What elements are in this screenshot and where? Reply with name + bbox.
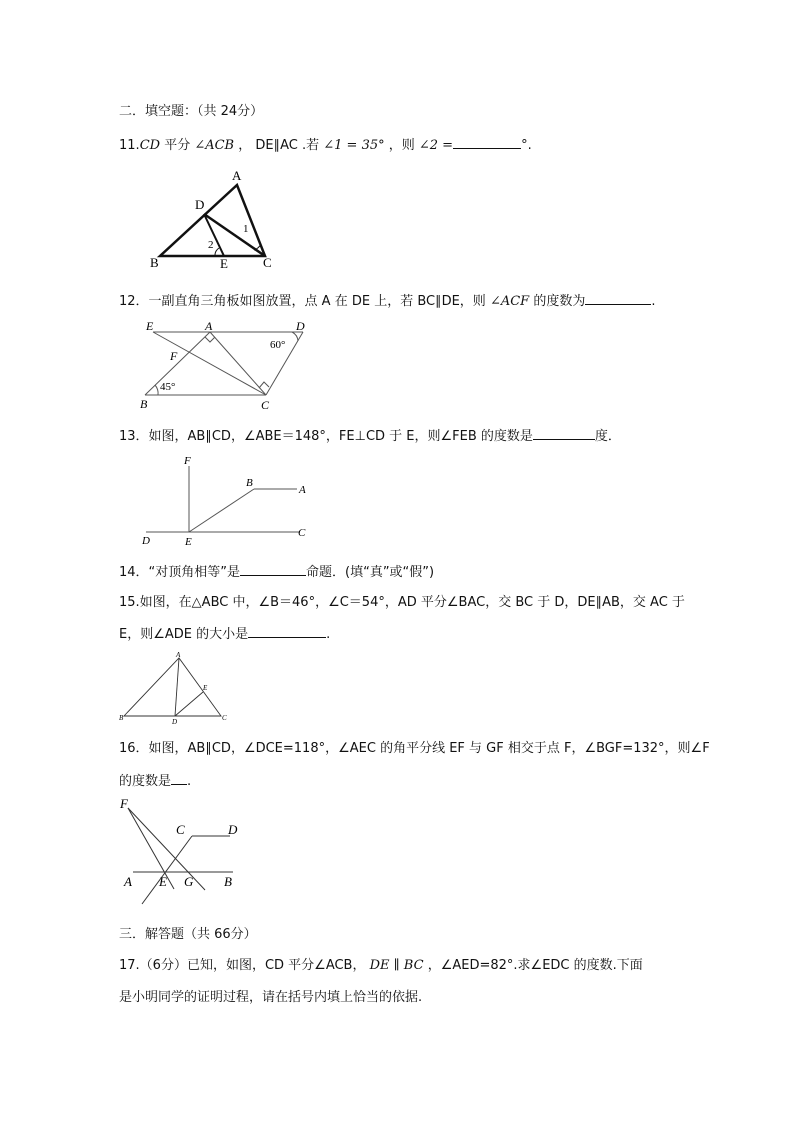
q13-label-f: F [184,455,191,467]
q11-answer-blank[interactable] [453,136,521,149]
q16-label-f: F [120,796,128,811]
q13-line-eb [189,489,254,532]
q11-figure [140,166,290,276]
question-12 [119,292,655,310]
q12-expr-acf: ∠ACF [489,294,530,309]
q12-label-d: D [296,319,305,333]
q13-label-c: C [298,527,306,539]
q15-label-e: E [203,684,208,692]
question-14 [119,563,434,581]
q11-label-d: D [195,197,205,212]
q11-text-3: ，则 [384,138,419,153]
q16-answer-blank[interactable] [171,772,187,785]
q16-label-b: B [224,874,232,889]
q16-label-a: A [124,874,132,889]
q16-text-2: 的度数是 [119,774,172,789]
q11-expr-angle2: ∠2 = [418,138,454,153]
q12-line-ac [210,332,266,395]
q11-text-2: ， DE∥AC .若 [234,138,324,153]
q15-label-b: B [119,714,124,722]
q13-answer-blank[interactable] [533,427,595,440]
q11-text-1: 平分 [160,138,195,153]
section-3-title: 三．解答题（共 66分） [119,927,257,942]
q15-label-a: A [176,651,181,659]
question-15-line-2 [119,625,330,643]
q11-label-e: E [220,256,228,271]
q12-answer-blank[interactable] [585,292,651,305]
q16-figure [118,796,258,912]
q11-label-a: A [232,168,242,183]
question-13 [119,427,621,445]
q12-end: . [651,294,656,309]
question-16-line-1: 16．如图，AB∥CD，∠DCE=118°，∠AEC 的角平分线 EF 与 GF 相交于点 F，∠BGF=132°，则∠F [119,741,710,756]
q11-expr-angle1: ∠1 = 35° [323,138,385,153]
q15-label-d: D [172,718,178,726]
q15-answer-blank[interactable] [248,625,326,638]
q11-expr-acb: ∠ACB [194,138,235,153]
q16-label-e: E [159,874,167,889]
q12-label-60: 60° [270,339,286,351]
q12-label-a: A [205,319,213,333]
q11-label-2: 2 [208,239,214,251]
q16-label-c: C [176,822,185,837]
q11-label-1: 1 [243,223,249,235]
q13-label-b: B [246,477,253,489]
q17-text-1: 17.（6分）已知，如图，CD 平分∠ACB， [119,958,370,973]
q13-end: 度． [594,429,621,444]
q14-text: 14．“对顶角相等”是 [119,565,241,580]
q16-line-ef [128,808,174,889]
q13-text: 13．如图，AB∥CD，∠ABE＝148°，FE⊥CD 于 E，则∠FEB 的度数是 [119,429,533,444]
q15-line-ad [175,658,179,716]
q11-number: 11. [119,138,140,153]
q16-label-d: D [228,822,238,837]
question-17-line-2: 是小明同学的证明过程，请在括号内填上恰当的依据. [119,990,423,1005]
q16-label-g: G [184,874,194,889]
q12-text-2: 的度数为 [529,294,586,309]
q12-label-b: B [140,397,148,411]
q11-expr-cd: CD [139,138,161,153]
q16-end: . [187,774,192,789]
question-11 [119,136,532,154]
q17-expr-de-bc: DE ∥ BC [369,958,424,973]
q12-line-ba [145,332,210,395]
question-17-line-1 [119,958,643,974]
q14-answer-blank[interactable] [240,563,306,576]
q12-label-f: F [170,349,178,363]
q12-label-45: 45° [160,381,176,393]
q17-text-2: ，∠AED=82°.求∠EDC 的度数.下面 [423,958,643,973]
q12-label-e: E [146,319,154,333]
q13-figure [140,452,320,548]
q15-label-c: C [222,714,227,722]
q11-label-b: B [150,255,159,270]
q12-text-1: 12．一副直角三角板如图放置，点 A 在 DE 上，若 BC∥DE，则 [119,294,490,309]
q15-end: . [326,627,331,642]
q11-text-4: °. [521,138,532,153]
q13-label-e: E [185,536,192,548]
q12-label-c: C [261,398,270,412]
section-2-title: 二．填空题：（共 24分） [119,104,264,119]
q13-label-d: D [142,535,150,547]
q12-figure [138,318,318,414]
q11-label-c: C [263,255,272,270]
question-15-line-1: 15.如图，在△ABC 中，∠B＝46°，∠C＝54°，AD 平分∠BAC，交 BC 于 D，DE∥AB，交 AC 于 [119,595,685,610]
q15-text-2: E，则∠ADE 的大小是 [119,627,249,642]
question-16-line-2 [119,772,191,790]
q15-line-de [175,692,203,716]
q13-label-a: A [299,484,306,496]
q14-end: 命题．(填“真”或“假”) [306,565,435,580]
q15-figure [118,650,238,726]
